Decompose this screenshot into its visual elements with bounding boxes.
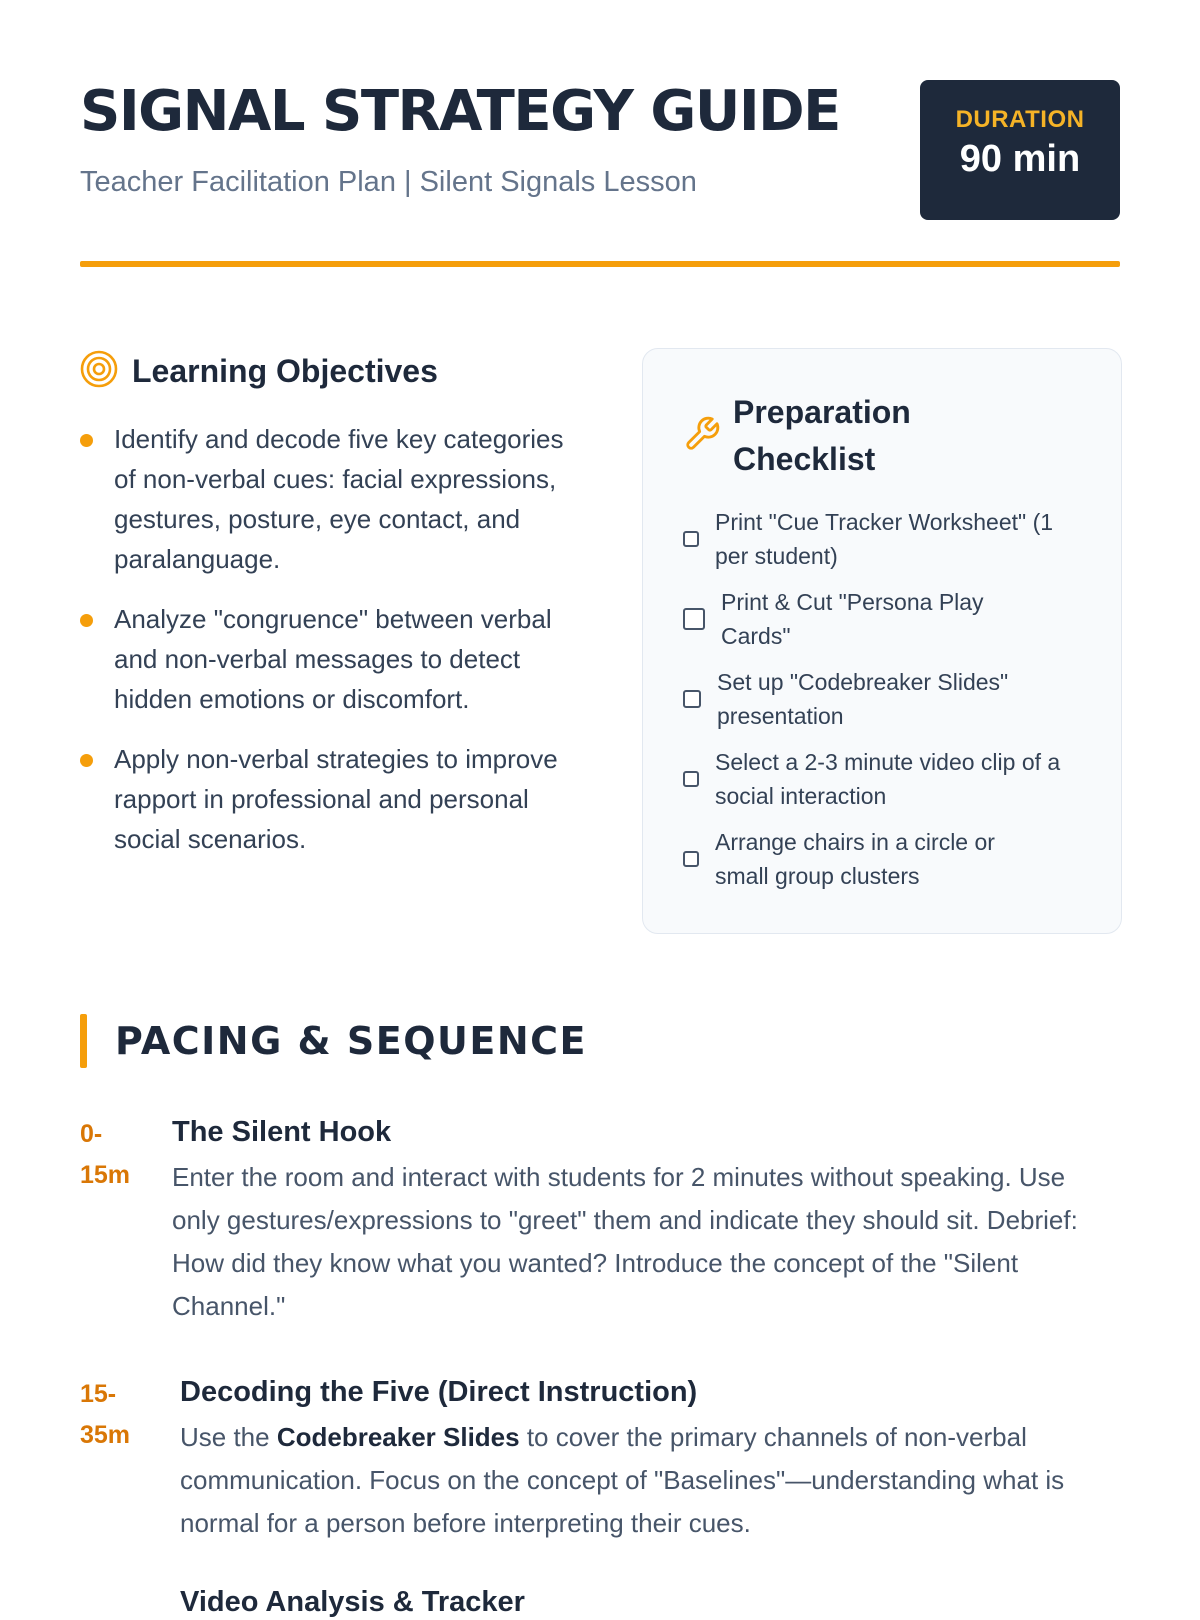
- checklist-item[interactable]: [683, 825, 1085, 893]
- checklist-header: [683, 389, 1085, 483]
- checklist-item[interactable]: [683, 585, 1085, 653]
- objectives-list: [80, 419, 570, 859]
- header-divider: [80, 261, 1120, 267]
- step-text-emphasis: Codebreaker Slides: [276, 1422, 520, 1452]
- step-body: [172, 1114, 1120, 1328]
- bullet-dot: [80, 754, 93, 767]
- duration-label: DURATION: [955, 106, 1085, 133]
- bullet-dot: [80, 614, 93, 627]
- step-title: Video Analysis & Tracker: [180, 1586, 525, 1618]
- pacing-step: [80, 1114, 1120, 1328]
- step-title: The Silent Hook: [172, 1116, 392, 1148]
- section-accent-bar: [80, 1014, 87, 1068]
- pacing-step: [80, 1374, 1120, 1545]
- objective-item: [80, 419, 570, 579]
- checklist-item[interactable]: [683, 745, 1085, 813]
- checkbox[interactable]: [683, 531, 699, 547]
- header: [80, 0, 1120, 268]
- objective-text: Apply non-verbal strategies to improve rapport in professional and personal social scenarios.: [114, 744, 558, 854]
- checklist-item[interactable]: [683, 665, 1085, 733]
- checkbox[interactable]: [683, 771, 699, 787]
- checklist-item-label: Print "Cue Tracker Worksheet" (1 per student): [715, 509, 1054, 569]
- objective-item: [80, 739, 570, 859]
- checkbox[interactable]: [683, 608, 705, 630]
- pacing-section-header: [80, 1014, 587, 1068]
- step-time: [80, 1584, 180, 1620]
- checklist-item[interactable]: [683, 505, 1085, 573]
- checkbox[interactable]: [683, 851, 699, 867]
- step-body: [180, 1584, 1120, 1620]
- checklist-item-label: Print & Cut "Persona Play Cards": [721, 589, 984, 649]
- step-time: 15-35m: [80, 1380, 131, 1449]
- duration-badge: [920, 80, 1120, 220]
- checklist-item-label: Set up "Codebreaker Slides" presentation: [717, 669, 1009, 729]
- page-subtitle: Teacher Facilitation Plan | Silent Signals Lesson: [80, 166, 697, 198]
- step-title: Decoding the Five (Direct Instruction): [180, 1376, 698, 1408]
- pacing-heading: PACING & SEQUENCE: [115, 1019, 587, 1063]
- wrench-icon: [683, 414, 721, 459]
- target-icon: [80, 350, 118, 393]
- bullet-dot: [80, 434, 93, 447]
- objectives-header: [80, 350, 570, 393]
- objectives-heading: Learning Objectives: [132, 353, 438, 389]
- step-text-part: to cover the primary channels of non-verbal communication. Focus on the concept of "Baselines"—understanding what is normal for a person before interpreting their cues.: [180, 1422, 1065, 1538]
- pacing-step: [80, 1584, 1120, 1620]
- preparation-checklist-card: [642, 348, 1122, 934]
- duration-value: 90 min: [959, 138, 1081, 180]
- checklist-item-label: Select a 2-3 minute video clip of a social interaction: [715, 749, 1061, 809]
- page-title: SIGNAL STRATEGY GUIDE: [80, 79, 840, 144]
- step-text: [180, 1416, 1120, 1545]
- checklist-heading: Preparation Checklist: [733, 394, 911, 477]
- step-body: [180, 1374, 1120, 1545]
- step-text: Enter the room and interact with students for 2 minutes without speaking. Use only gestures/expressions to "greet" them and indicate they should sit. Debrief: How did they know what you wanted? Introduce the concept of the "Silent Channel.": [172, 1162, 1078, 1321]
- checklist-item-label: Arrange chairs in a circle or small group clusters: [715, 829, 995, 889]
- checkbox[interactable]: [683, 690, 701, 708]
- objective-text: Identify and decode five key categories of non-verbal cues: facial expressions, gestures, posture, eye contact, and paralanguage.: [114, 424, 564, 574]
- learning-objectives-section: [80, 350, 570, 879]
- checklist-list: [683, 505, 1085, 893]
- step-time: 0-15m: [80, 1120, 131, 1189]
- objective-item: [80, 599, 570, 719]
- step-text-part: Use the: [180, 1422, 277, 1452]
- objective-text: Analyze "congruence" between verbal and non-verbal messages to detect hidden emotions or discomfort.: [114, 604, 552, 714]
